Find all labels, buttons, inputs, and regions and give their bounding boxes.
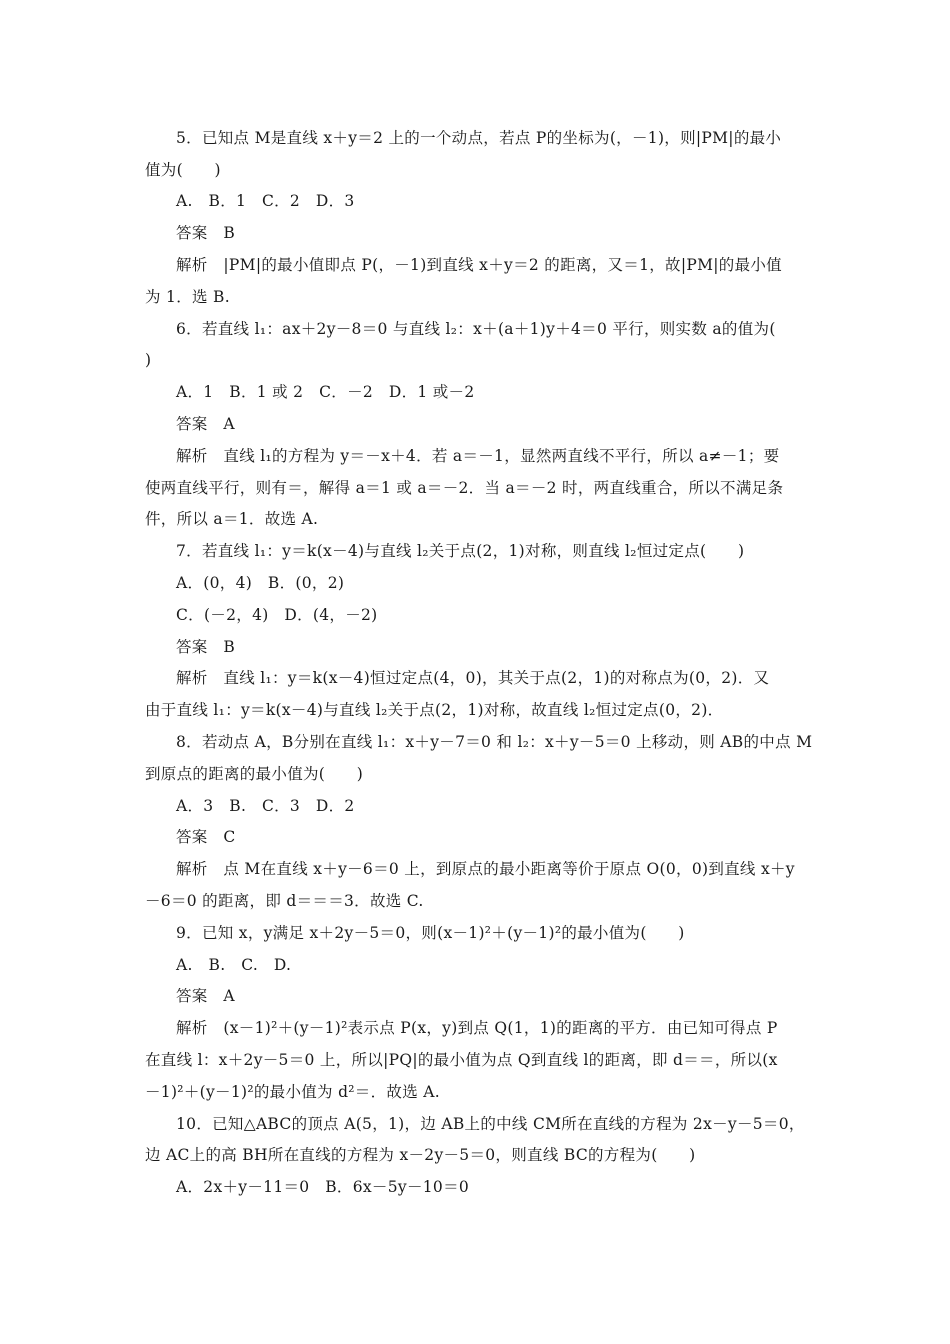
- q8-analysis-line-1: 解析 点 M在直线 x＋y－6＝0 上，到原点的最小距离等价于原点 O(0，0)到直线 x＋y: [176, 860, 795, 878]
- q8-stem-line-2: 到原点的距离的最小值为( ): [145, 765, 364, 783]
- q6-analysis-line-1: 解析 直线 l₁的方程为 y＝－x＋4．若 a＝－1，显然两直线不平行，所以 a≠－1；要: [176, 447, 780, 465]
- q9-analysis-line-1: 解析 (x－1)²＋(y－1)²表示点 P(x，y)到点 Q(1，1)的距离的平方．由已知可得点 P: [176, 1019, 778, 1037]
- q5-stem-line-2: 值为( ): [145, 161, 221, 179]
- q6-options: A．1 B．1 或 2 C．－2 D．1 或－2: [176, 383, 475, 401]
- q7-options-line-2: C．(－2，4) D．(4，－2): [176, 606, 378, 624]
- q5-answer: 答案 B: [176, 224, 236, 242]
- q10-stem-line-2: 边 AC上的高 BH所在直线的方程为 x－2y－5＝0，则直线 BC的方程为( ): [145, 1146, 696, 1164]
- q6-analysis-line-2: 使两直线平行，则有＝，解得 a＝1 或 a＝－2．当 a＝－2 时，两直线重合，所以不满足条: [145, 479, 784, 497]
- q6-answer: 答案 A: [176, 415, 235, 433]
- q5-analysis-line-1: 解析 |PM|的最小值即点 P(，－1)到直线 x＋y＝2 的距离，又＝1，故|PM|的最小值: [176, 256, 782, 274]
- q9-analysis-line-3: －1)²＋(y－1)²的最小值为 d²＝．故选 A.: [145, 1083, 440, 1101]
- q6-analysis-line-3: 件，所以 a＝1．故选 A.: [145, 510, 319, 528]
- q6-stem-line-2: ): [145, 351, 152, 369]
- q7-analysis-line-2: 由于直线 l₁：y＝k(x－4)与直线 l₂关于点(2，1)对称，故直线 l₂恒过定点(0，2)．: [145, 701, 724, 719]
- q9-stem: 9．已知 x，y满足 x＋2y－5＝0，则(x－1)²＋(y－1)²的最小值为( ): [176, 924, 685, 942]
- q8-analysis-line-2: －6＝0 的距离，即 d＝＝＝3．故选 C.: [145, 892, 424, 910]
- q6-stem-line-1: 6．若直线 l₁：ax＋2y－8＝0 与直线 l₂：x＋(a＋1)y＋4＝0 平行，则实数 a的值为(: [176, 320, 776, 338]
- q7-options-line-1: A．(0，4) B．(0，2): [176, 574, 345, 592]
- q9-options: A. B. C. D.: [176, 956, 292, 974]
- q9-analysis-line-2: 在直线 l：x＋2y－5＝0 上，所以|PQ|的最小值为点 Q到直线 l的距离，即 d＝＝，所以(x: [145, 1051, 778, 1069]
- q8-stem-line-1: 8．若动点 A，B分别在直线 l₁：x＋y－7＝0 和 l₂：x＋y－5＝0 上移动，则 AB的中点 M: [176, 733, 813, 751]
- q5-options: A. B．1 C．2 D．3: [176, 192, 355, 210]
- q9-answer: 答案 A: [176, 987, 235, 1005]
- q7-answer: 答案 B: [176, 638, 236, 656]
- q5-analysis-line-2: 为 1．选 B.: [145, 288, 230, 306]
- q7-stem: 7．若直线 l₁：y＝k(x－4)与直线 l₂关于点(2，1)对称，则直线 l₂恒过定点( ): [176, 542, 745, 560]
- q7-analysis-line-1: 解析 直线 l₁：y＝k(x－4)恒过定点(4，0)，其关于点(2，1)的对称点为(0，2)．又: [176, 669, 770, 687]
- q10-stem-line-1: 10．已知△ABC的顶点 A(5，1)，边 AB上的中线 CM所在直线的方程为 2x－y－5＝0，: [176, 1115, 805, 1133]
- q8-options: A．3 B. C．3 D．2: [176, 797, 355, 815]
- q10-options: A．2x＋y－11＝0 B．6x－5y－10＝0: [176, 1178, 470, 1196]
- q8-answer: 答案 C: [176, 828, 236, 846]
- q5-stem-line-1: 5．已知点 M是直线 x＋y＝2 上的一个动点，若点 P的坐标为(，－1)，则|PM|的最小: [176, 129, 782, 147]
